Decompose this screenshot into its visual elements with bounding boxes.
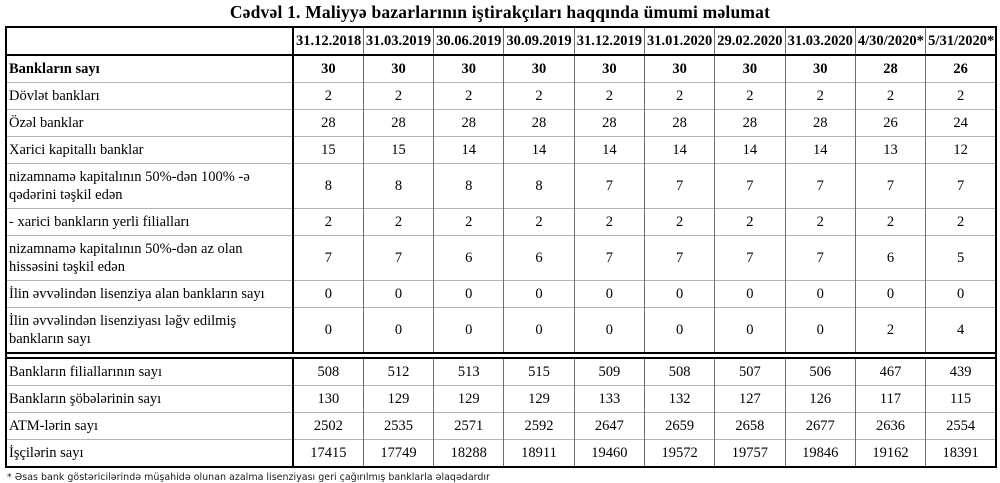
data-cell: 512 xyxy=(363,358,433,386)
data-cell: 30 xyxy=(504,55,574,83)
table-row xyxy=(6,440,996,468)
data-cell: 130 xyxy=(293,386,363,413)
data-cell: 2 xyxy=(293,209,363,236)
data-cell: 2 xyxy=(855,308,925,354)
data-cell: 0 xyxy=(855,281,925,308)
data-cell: 117 xyxy=(855,386,925,413)
data-cell: 2 xyxy=(574,209,644,236)
data-cell: 7 xyxy=(363,236,433,281)
data-cell: 508 xyxy=(293,358,363,386)
data-cell: 2 xyxy=(715,83,785,110)
data-cell: 30 xyxy=(293,55,363,83)
data-cell: 19846 xyxy=(785,440,855,468)
data-cell: 2659 xyxy=(644,413,714,440)
table-row xyxy=(6,281,996,308)
data-cell: 7 xyxy=(574,164,644,209)
data-cell: 0 xyxy=(434,308,504,354)
data-cell: 0 xyxy=(644,308,714,354)
data-cell: 7 xyxy=(715,236,785,281)
data-cell: 2677 xyxy=(785,413,855,440)
data-cell: 2636 xyxy=(855,413,925,440)
data-cell: 2 xyxy=(926,83,996,110)
data-cell: 2571 xyxy=(434,413,504,440)
data-cell: 18391 xyxy=(926,440,996,468)
data-cell: 19162 xyxy=(855,440,925,468)
data-cell: 18288 xyxy=(434,440,504,468)
table-row xyxy=(6,137,996,164)
header-row xyxy=(6,27,996,55)
data-cell: 513 xyxy=(434,358,504,386)
financial-markets-participants-table xyxy=(5,26,997,468)
data-cell: 28 xyxy=(855,55,925,83)
data-cell: 7 xyxy=(293,236,363,281)
row-label: Bankların sayı xyxy=(6,55,293,83)
data-cell: 2647 xyxy=(574,413,644,440)
data-cell: 0 xyxy=(715,308,785,354)
data-cell: 28 xyxy=(434,110,504,137)
data-cell: 18911 xyxy=(504,440,574,468)
data-cell: 2 xyxy=(855,83,925,110)
data-cell: 7 xyxy=(715,164,785,209)
data-cell: 0 xyxy=(504,308,574,354)
data-cell: 28 xyxy=(293,110,363,137)
data-cell: 19460 xyxy=(574,440,644,468)
row-label: Xarici kapitallı banklar xyxy=(6,137,293,164)
data-cell: 2 xyxy=(504,83,574,110)
data-cell: 28 xyxy=(644,110,714,137)
data-cell: 6 xyxy=(504,236,574,281)
data-cell: 127 xyxy=(715,386,785,413)
data-cell: 0 xyxy=(644,281,714,308)
data-cell: 12 xyxy=(926,137,996,164)
data-cell: 2 xyxy=(926,209,996,236)
data-cell: 2 xyxy=(574,83,644,110)
data-cell: 30 xyxy=(434,55,504,83)
column-header-date: 5/31/2020* xyxy=(926,27,996,55)
data-cell: 0 xyxy=(715,281,785,308)
data-cell: 2 xyxy=(785,83,855,110)
data-cell: 14 xyxy=(644,137,714,164)
data-cell: 2 xyxy=(504,209,574,236)
data-cell: 133 xyxy=(574,386,644,413)
data-cell: 14 xyxy=(504,137,574,164)
data-cell: 5 xyxy=(926,236,996,281)
data-cell: 2 xyxy=(434,83,504,110)
data-cell: 28 xyxy=(715,110,785,137)
footnote: * Əsas bank göstəricilərində müşahidə olunan azalma lisenziyası geri çağırılmış banklarla əlaqədardır xyxy=(7,472,490,483)
table-row xyxy=(6,358,996,386)
data-cell: 8 xyxy=(363,164,433,209)
data-cell: 0 xyxy=(434,281,504,308)
data-cell: 30 xyxy=(785,55,855,83)
data-cell: 8 xyxy=(434,164,504,209)
data-cell: 2 xyxy=(293,83,363,110)
row-label: Bankların filiallarının sayı xyxy=(6,358,293,386)
data-cell: 14 xyxy=(574,137,644,164)
data-cell: 439 xyxy=(926,358,996,386)
data-cell: 129 xyxy=(434,386,504,413)
data-cell: 0 xyxy=(293,308,363,354)
data-cell: 2 xyxy=(644,83,714,110)
data-cell: 7 xyxy=(785,164,855,209)
data-cell: 28 xyxy=(785,110,855,137)
row-label: Dövlət bankları xyxy=(6,83,293,110)
data-cell: 19572 xyxy=(644,440,714,468)
table-row xyxy=(6,55,996,83)
data-cell: 17415 xyxy=(293,440,363,468)
data-cell: 515 xyxy=(504,358,574,386)
column-header-date: 31.01.2020 xyxy=(644,27,714,55)
data-cell: 0 xyxy=(785,281,855,308)
table-body xyxy=(6,55,996,467)
data-cell: 0 xyxy=(363,308,433,354)
data-cell: 14 xyxy=(785,137,855,164)
corner-cell xyxy=(6,27,293,55)
row-label: ATM-lərin sayı xyxy=(6,413,293,440)
data-cell: 2554 xyxy=(926,413,996,440)
data-cell: 7 xyxy=(644,164,714,209)
data-cell: 7 xyxy=(855,164,925,209)
data-cell: 508 xyxy=(644,358,714,386)
row-label: - xarici bankların yerli filialları xyxy=(6,209,293,236)
data-cell: 126 xyxy=(785,386,855,413)
table-row xyxy=(6,83,996,110)
data-cell: 13 xyxy=(855,137,925,164)
column-header-date: 4/30/2020* xyxy=(855,27,925,55)
data-cell: 30 xyxy=(574,55,644,83)
data-cell: 0 xyxy=(785,308,855,354)
data-cell: 14 xyxy=(434,137,504,164)
row-label: İlin əvvəlindən lisenziya alan bankların sayı xyxy=(6,281,293,308)
table-row xyxy=(6,308,996,354)
table-title: Cədvəl 1. Maliyyə bazarlarının iştirakçıları haqqında ümumi məlumat xyxy=(229,2,771,22)
data-cell: 0 xyxy=(574,281,644,308)
data-cell: 6 xyxy=(434,236,504,281)
table-row xyxy=(6,164,996,209)
data-cell: 28 xyxy=(504,110,574,137)
data-cell: 2 xyxy=(855,209,925,236)
data-cell: 467 xyxy=(855,358,925,386)
data-cell: 19757 xyxy=(715,440,785,468)
data-cell: 129 xyxy=(363,386,433,413)
table-row xyxy=(6,110,996,137)
column-header-date: 30.09.2019 xyxy=(504,27,574,55)
data-cell: 2 xyxy=(434,209,504,236)
data-cell: 24 xyxy=(926,110,996,137)
data-cell: 26 xyxy=(926,55,996,83)
data-cell: 0 xyxy=(293,281,363,308)
data-cell: 30 xyxy=(644,55,714,83)
row-label: nizamnamə kapitalının 50%-dən 100% -ə qədərini təşkil edən xyxy=(6,164,293,209)
data-cell: 132 xyxy=(644,386,714,413)
data-cell: 8 xyxy=(504,164,574,209)
data-cell: 2 xyxy=(644,209,714,236)
column-header-date: 31.03.2020 xyxy=(785,27,855,55)
data-cell: 115 xyxy=(926,386,996,413)
data-cell: 129 xyxy=(504,386,574,413)
data-cell: 7 xyxy=(574,236,644,281)
column-header-date: 31.12.2018 xyxy=(293,27,363,55)
data-cell: 2 xyxy=(785,209,855,236)
data-cell: 28 xyxy=(574,110,644,137)
data-cell: 15 xyxy=(363,137,433,164)
data-cell: 28 xyxy=(363,110,433,137)
data-cell: 507 xyxy=(715,358,785,386)
data-cell: 6 xyxy=(855,236,925,281)
data-cell: 7 xyxy=(785,236,855,281)
column-header-date: 29.02.2020 xyxy=(715,27,785,55)
column-header-date: 31.03.2019 xyxy=(363,27,433,55)
data-cell: 7 xyxy=(644,236,714,281)
data-cell: 2 xyxy=(363,209,433,236)
row-label: Özəl banklar xyxy=(6,110,293,137)
column-header-date: 30.06.2019 xyxy=(434,27,504,55)
table-row xyxy=(6,413,996,440)
table-row xyxy=(6,386,996,413)
data-cell: 30 xyxy=(363,55,433,83)
row-label: nizamnamə kapitalının 50%-dən az olan hissəsini təşkil edən xyxy=(6,236,293,281)
column-header-date: 31.12.2019 xyxy=(574,27,644,55)
row-label: İşçilərin sayı xyxy=(6,440,293,468)
data-cell: 2658 xyxy=(715,413,785,440)
data-cell: 509 xyxy=(574,358,644,386)
data-cell: 7 xyxy=(926,164,996,209)
data-cell: 2535 xyxy=(363,413,433,440)
data-cell: 26 xyxy=(855,110,925,137)
data-cell: 0 xyxy=(926,281,996,308)
data-cell: 2 xyxy=(363,83,433,110)
data-cell: 2592 xyxy=(504,413,574,440)
table-row xyxy=(6,209,996,236)
table-header xyxy=(6,27,996,55)
data-cell: 506 xyxy=(785,358,855,386)
data-cell: 0 xyxy=(363,281,433,308)
data-cell: 30 xyxy=(715,55,785,83)
data-cell: 0 xyxy=(504,281,574,308)
row-label: Bankların şöbələrinin sayı xyxy=(6,386,293,413)
data-cell: 17749 xyxy=(363,440,433,468)
row-label: İlin əvvəlindən lisenziyası ləğv edilmiş bankların sayı xyxy=(6,308,293,354)
data-cell: 2502 xyxy=(293,413,363,440)
data-cell: 2 xyxy=(715,209,785,236)
data-cell: 15 xyxy=(293,137,363,164)
table-row xyxy=(6,236,996,281)
data-cell: 14 xyxy=(715,137,785,164)
data-cell: 0 xyxy=(574,308,644,354)
data-cell: 8 xyxy=(293,164,363,209)
data-cell: 4 xyxy=(926,308,996,354)
